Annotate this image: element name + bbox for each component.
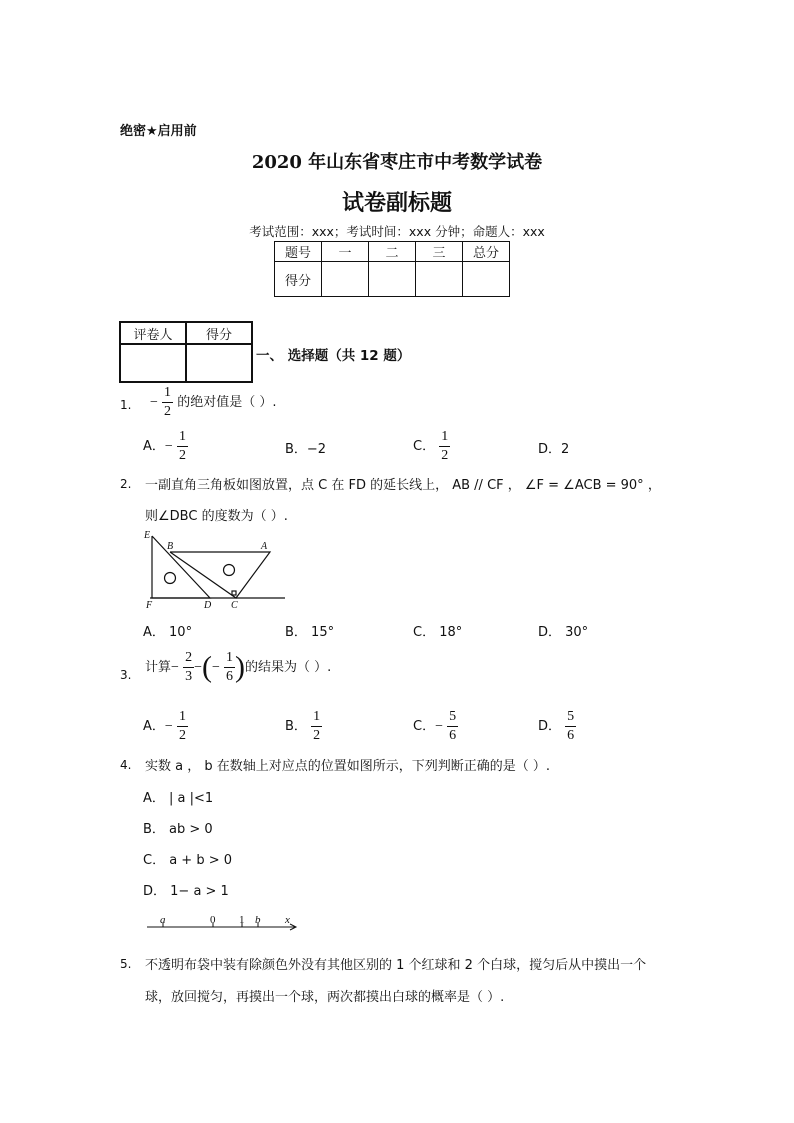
numerator: 5 <box>567 709 575 724</box>
denominator: 3 <box>185 669 193 684</box>
minus-sign: − <box>164 719 173 734</box>
question-text: 的结果为（ ）. <box>245 660 332 675</box>
fraction <box>177 430 188 463</box>
question-3-stem <box>145 651 331 684</box>
numerator: 2 <box>185 650 193 665</box>
exam-title: 2020 年山东省枣庄市中考数学试卷 <box>251 152 543 173</box>
numerator: 1 <box>164 385 172 400</box>
fraction <box>183 651 194 684</box>
denominator: 2 <box>164 404 172 419</box>
numerator: 1 <box>226 650 234 665</box>
exam-subtitle: 试卷副标题 <box>341 191 452 216</box>
question-text: 的绝对值是（ ）. <box>177 395 277 410</box>
question-2-line-2: 则∠DBC 的度数为（ ）. <box>145 509 288 524</box>
option-a[interactable] <box>143 430 188 463</box>
score-cell <box>322 262 369 297</box>
point-label-e: E <box>144 530 151 541</box>
option-c[interactable] <box>413 710 458 743</box>
numerator: 1 <box>178 709 186 724</box>
denominator: 2 <box>178 448 186 463</box>
minus-sign: − <box>435 719 443 734</box>
score-table <box>274 241 510 297</box>
confidential-label: 绝密★启用前 <box>120 124 197 139</box>
denominator: 6 <box>226 669 234 684</box>
denominator: 2 <box>441 448 449 463</box>
review-header-cell: 评卷人 <box>120 322 186 344</box>
option-c[interactable]: C． a + b > 0 <box>143 853 233 868</box>
label-zero: 0 <box>210 914 216 926</box>
review-cell <box>120 344 186 382</box>
triangle-efd <box>152 536 210 598</box>
score-header-cell: 题号 <box>275 242 322 262</box>
question-number: 4. <box>120 758 132 772</box>
question-number: 2. <box>120 477 132 491</box>
option-b[interactable]: B． ab > 0 <box>143 822 213 837</box>
option-c[interactable] <box>413 430 450 463</box>
option-b[interactable] <box>285 710 322 743</box>
numerator: 1 <box>178 429 186 444</box>
fraction <box>162 386 173 419</box>
point-label-b: B <box>167 541 174 552</box>
minus-sign: − <box>150 395 158 410</box>
point-label-f: F <box>146 600 153 611</box>
score-header-cell: 一 <box>322 242 369 262</box>
minus-sign: − <box>164 439 173 454</box>
score-cell <box>416 262 463 297</box>
fraction <box>565 710 576 743</box>
point-label-a: A <box>261 541 268 552</box>
review-header-cell: 得分 <box>186 322 252 344</box>
option-d[interactable]: D． 30° <box>538 625 589 640</box>
question-4-stem: 实数 a ， b 在数轴上对应点的位置如图所示，下列判断正确的是（ ）. <box>145 759 551 774</box>
triangle-bac <box>170 552 270 598</box>
label-one: 1 <box>239 914 245 926</box>
option-a[interactable]: A． 10° <box>143 625 193 640</box>
option-b[interactable]: B． 15° <box>285 625 335 640</box>
option-label: C． <box>413 439 436 454</box>
option-label: A． <box>143 439 165 454</box>
review-cell <box>186 344 252 382</box>
option-d[interactable]: D． 1− a > 1 <box>143 884 229 899</box>
denominator: 2 <box>313 728 321 743</box>
triangle-hole <box>224 565 235 576</box>
score-cell <box>369 262 416 297</box>
numerator: 1 <box>441 429 449 444</box>
denominator: 6 <box>449 728 457 743</box>
point-label-d: D <box>204 600 212 611</box>
fraction <box>447 710 458 743</box>
question-1-stem <box>150 386 276 419</box>
label-b: b <box>255 914 261 926</box>
option-label: C． <box>413 719 436 734</box>
option-d[interactable] <box>538 710 576 743</box>
option-label: B． <box>285 719 307 734</box>
fraction <box>311 710 322 743</box>
exam-info: 考试范围：xxx；考试时间：xxx 分钟；命题人：xxx <box>249 224 545 239</box>
triangle-figure <box>140 528 290 612</box>
option-b[interactable]: B．−2 <box>285 442 327 457</box>
right-angle-mark <box>232 591 236 595</box>
section-title: 一、 选择题（共 12 题） <box>256 348 411 364</box>
number-line-figure <box>145 910 305 938</box>
option-c[interactable]: C． 18° <box>413 625 463 640</box>
option-a[interactable] <box>143 710 188 743</box>
fraction <box>177 710 188 743</box>
question-number: 3. <box>120 668 132 682</box>
label-a: a <box>160 914 166 926</box>
score-header-cell: 二 <box>369 242 416 262</box>
point-label-c: C <box>231 600 238 611</box>
label-x: x <box>285 914 290 926</box>
triangle-hole <box>165 573 176 584</box>
option-label: D． <box>538 719 562 734</box>
right-paren: ) <box>235 650 246 684</box>
minus-sign: − <box>211 660 220 675</box>
score-header-cell: 总分 <box>463 242 510 262</box>
denominator: 6 <box>567 728 575 743</box>
score-cell <box>463 262 510 297</box>
numerator: 5 <box>449 709 457 724</box>
fraction <box>439 430 450 463</box>
fraction <box>224 651 235 684</box>
question-text: 计算 <box>145 660 172 675</box>
question-5-line-2: 球，放回搅匀，再摸出一个球，两次都摸出白球的概率是（ ）. <box>145 990 505 1005</box>
option-label: A． <box>143 719 165 734</box>
score-header-cell: 三 <box>416 242 463 262</box>
question-number: 5. <box>120 957 132 971</box>
question-2-line-1: 一副直角三角板如图放置，点 C 在 FD 的延长线上， AB // CF ， ∠F = ∠ACB = 90° ， <box>145 478 661 493</box>
minus-sign: − <box>194 660 202 675</box>
denominator: 2 <box>178 728 186 743</box>
score-row-label: 得分 <box>275 262 322 297</box>
question-number: 1. <box>120 398 132 412</box>
numerator: 1 <box>313 709 321 724</box>
question-5-line-1: 不透明布袋中装有除颜色外没有其他区别的 1 个红球和 2 个白球，搅匀后从中摸出一个 <box>145 958 647 973</box>
left-paren: ( <box>201 650 212 684</box>
option-a[interactable]: A． | a |<1 <box>143 791 214 806</box>
option-d[interactable]: D．2 <box>538 442 570 457</box>
minus-sign: − <box>171 660 179 675</box>
review-table <box>119 321 253 383</box>
